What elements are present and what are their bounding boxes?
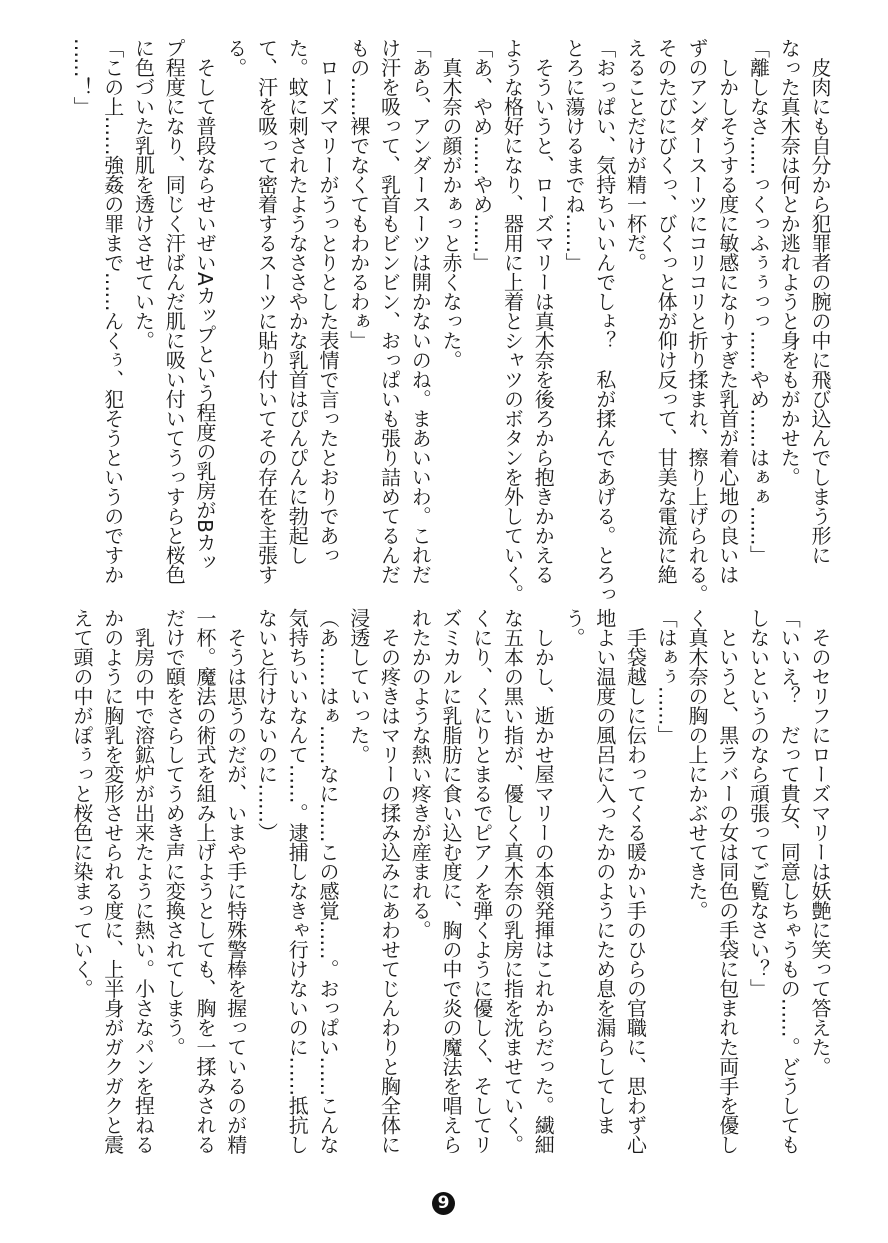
text-column: というと、黒ラバーの女は同色の手袋に包まれた両手を優し (715, 608, 740, 1154)
text-column: た。蚊に刺されたようなささやかな乳首はぴんぴんに勃起し (285, 38, 310, 565)
text-column: な五本の黒い指が、優しく真木奈の乳房に指を沈ませていく。 (500, 608, 525, 1154)
text-column: しかしそうする度に敏感になりすぎた乳首が着心地の良いは (715, 38, 740, 584)
text-column: そのセリフにローズマリーは妖艶に笑って答えた。 (808, 608, 832, 1076)
text-column: 真木奈の顔がかぁっと赤くなった。 (439, 38, 463, 370)
text-column: そういうと、ローズマリーは真木奈を後ろから抱きかかえる (531, 38, 556, 584)
text-column: ズミカルに乳脂肪に食い込む度に、胸の中で炎の魔法を唱えら (439, 608, 463, 1154)
text-column: なった真木奈は何とか逃れようと身をもがかせた。 (777, 38, 802, 487)
text-column: 地よい温度の風呂に入ったかのようにため息を漏らしてしま (592, 608, 617, 1135)
text-column: ような格好になり、器用に上着とシャツのボタンを外していく。 (500, 38, 525, 604)
upper-text-block (66, 38, 835, 606)
text-column: 「離しなさ……っくっふぅぅっっ……やめ……はぁぁ……」 (746, 38, 771, 565)
text-column: だけで頤をさらしてうめき声に変換されてしまう。 (162, 608, 187, 1057)
lower-text-block (66, 608, 835, 1176)
text-column: くにり、くにりとまるでピアノを弾くように優しく、そしてリ (469, 608, 494, 1154)
text-column: 「あら、アンダースーツは開かないのね。まあいいわ。これだ (408, 38, 433, 584)
text-column: れたかのような熱い疼きが産まれる。 (408, 608, 433, 940)
text-column: もの……裸でなくてもわかるわぁ」 (346, 38, 371, 350)
text-column: ローズマリーがうっとりとした表情で言ったとおりであっ (316, 38, 340, 565)
text-column: （あ……はぁ……なに……この感覚……。おっぱい……こんな (316, 608, 340, 1154)
text-column: 「いいえ？ だって貴女、同意しちゃうもの……。どうしても (777, 608, 802, 1154)
text-column: 「はぁぅ……」 (654, 608, 679, 745)
text-column: とろに蕩けるまでね……」 (562, 38, 586, 272)
text-column: そうは思うのだが、いまや手に特殊警棒を握っているのが精 (223, 608, 248, 1154)
text-column: えて頭の中がぽぅっと桜色に染まっていく。 (70, 608, 94, 998)
text-column: に色づいた乳肌を透けさせていた。 (131, 38, 156, 350)
page-number: 9 (432, 1192, 455, 1215)
text-column: け汗を吸って、乳首もビンビン、おっぱいも張り詰めてるんだ (377, 38, 402, 584)
text-column: 皮肉にも自分から犯罪者の腕の中に飛び込んでしまう形に (808, 38, 832, 565)
text-column: う。 (562, 608, 586, 647)
text-column: かのように胸乳を変形させられる度に、上半身がガクガクと震 (100, 608, 125, 1154)
text-column: る。 (223, 38, 248, 77)
text-column: しかし、逝かせ屋マリーの本領発揮はこれからだった。繊細 (531, 608, 556, 1154)
text-column: 「おっぱい、気持ちいいんでしょ？ 私が揉んであげる。とろっ (592, 38, 617, 604)
text-column: 手袋越しに伝わってくる暖かい手のひらの官職に、思わず心 (623, 608, 648, 1154)
text-column: て、汗を吸って密着するスーツに貼り付いてその存在を主張す (254, 38, 279, 584)
text-column: プ程度になり、同じく汗ばんだ肌に吸い付いてうっすらと桜色 (162, 38, 187, 584)
text-column: 浸透していった。 (346, 608, 371, 764)
text-column: 「この上……強姦の罪まで……んくぅ、犯そうというのですか (100, 38, 125, 584)
text-column: そして普段ならせいぜいAカップという程度の乳房がBカッ (193, 38, 217, 572)
text-column: 一杯。魔法の術式を組み上げようとしても、胸を一揉みされる (193, 608, 217, 1154)
text-column: ……！」 (70, 38, 94, 116)
text-column: そのたびにびくっ、びくっと体が仰け反って、甘美な電流に絶 (654, 38, 679, 584)
text-column: ずのアンダースーツにコリコリと折り揉まれ、擦り上げられる。 (685, 38, 709, 604)
text-column: その疼きはマリーの揉み込みにあわせてじんわりと胸全体に (377, 608, 402, 1154)
text-column: 気持ちいいなんて……。逮捕しなきゃ行けないのに……抵抗し (285, 608, 310, 1154)
text-column: 「あ、やめ……やめ……」 (469, 38, 494, 272)
text-column: ないと行けないのに……） (254, 608, 279, 842)
text-column: く真木奈の胸の上にかぶせてきた。 (685, 608, 709, 920)
text-column: 乳房の中で溶鉱炉が出来たように熱い。小さなパンを捏ねる (131, 608, 156, 1154)
text-column: しないというのなら頑張ってご覧なさい？」 (746, 608, 771, 998)
text-column: えることだけが精一杯だ。 (623, 38, 648, 272)
